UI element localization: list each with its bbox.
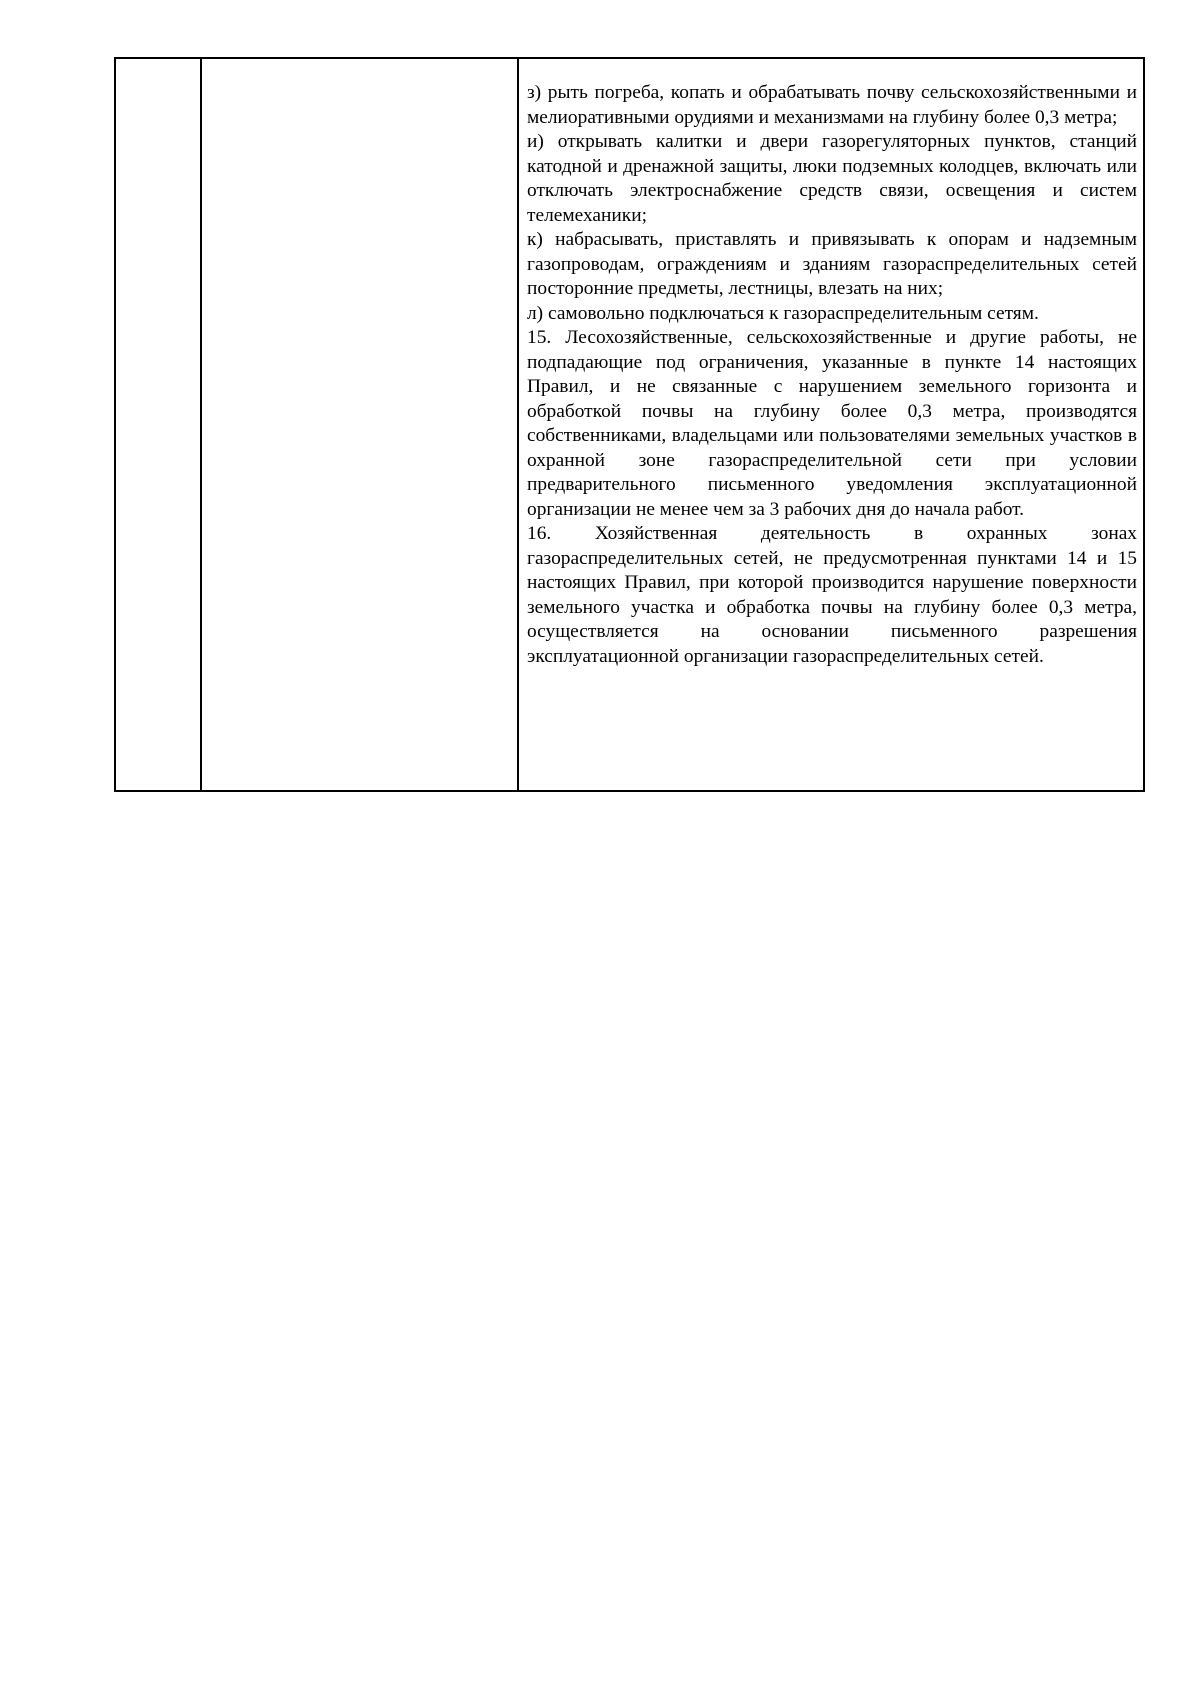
paragraph-i: и) открывать калитки и двери газорегуляторных пунктов, станций катодной и дренажной защиты, люки подземных колодцев, включать или отключать электроснабжение средств связи, освещения и систем телемеханики; (527, 131, 1137, 226)
table-row (115, 58, 1144, 791)
paragraph-z: з) рыть погреба, копать и обрабатывать почву сельскохозяйственными и мелиоративными орудиями и механизмами на глубину более 0,3 метра; (527, 82, 1137, 128)
table-cell-title (201, 58, 518, 791)
document-table (114, 57, 1145, 792)
paragraph-l: л) самовольно подключаться к газораспределительным сетям. (527, 302, 1039, 324)
table-cell-content (518, 58, 1144, 791)
table-cell-number (115, 58, 201, 791)
cell-content-text (519, 59, 1143, 677)
paragraph-15: 15. Лесохозяйственные, сельскохозяйственные и другие работы, не подпадающие под ограничения, указанные в пункте 14 настоящих Правил, и не связанные с нарушением земельного горизонта и обработкой почвы на глубину более 0,3 метра, производятся собственниками, владельцами или пользователями земельных участков в охранной зоне газораспределительной сети при условии предварительного письменного уведомления эксплуатационной организации не менее чем за 3 рабочих дня до начала работ. (527, 327, 1137, 520)
paragraph-16: 16. Хозяйственная деятельность в охранных зонах газораспределительных сетей, не предусмотренная пунктами 14 и 15 настоящих Правил, при которой производится нарушение поверхности земельного участка и обработка почвы на глубину более 0,3 метра, осуществляется на основании письменного разрешения эксплуатационной организации газораспределительных сетей. (527, 523, 1137, 667)
paragraph-k: к) набрасывать, приставлять и привязывать к опорам и надземным газопроводам, ограждениям и зданиям газораспределительных сетей посторонние предметы, лестницы, влезать на них; (527, 229, 1137, 299)
